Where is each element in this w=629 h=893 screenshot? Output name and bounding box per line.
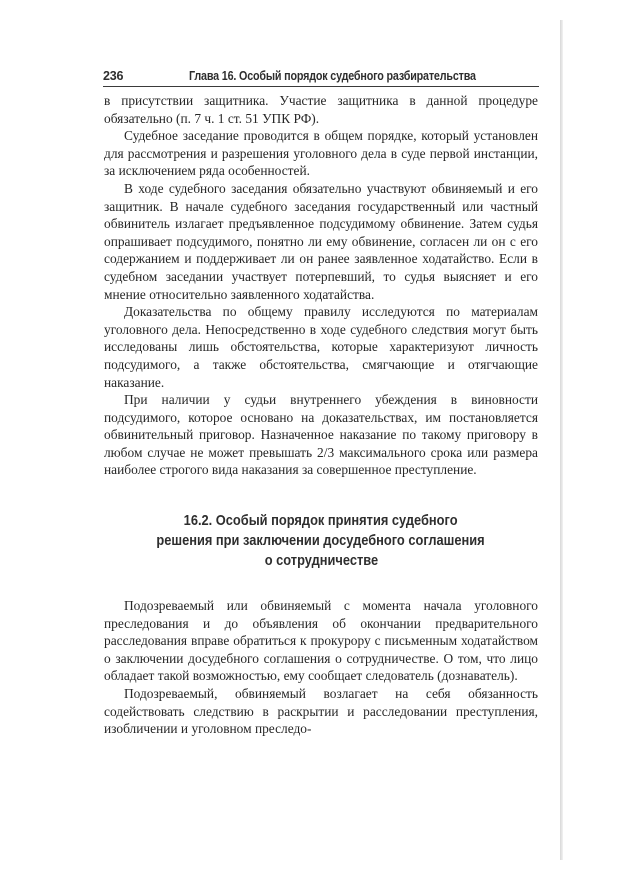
- section-heading-line: о сотрудничестве: [264, 553, 378, 570]
- section-body: [104, 597, 538, 738]
- paragraph: В ходе судебного заседания обязательно участвуют обвиняемый и его защитник. В начале судебного заседания государственный или частный обвинитель излагает предъявленное подсудимому обвинение. Затем судья опрашивает подсудимого, понятно ли ему обвинение, согласен ли он с его содержанием и поддерживает ли он ранее заявленное ходатайство. Если в судебном заседании участвует потерпевший, то судья выясняет и его мнение относительно заявленного ходатайства.: [104, 180, 538, 302]
- chapter-title: Глава 16. Особый порядок судебного разбирательства: [189, 69, 476, 83]
- page-body: [104, 92, 538, 738]
- section-heading: [104, 511, 538, 571]
- header-rule: [103, 86, 539, 87]
- section-heading-line: решения при заключении досудебного соглашения: [156, 533, 486, 550]
- page-number: 236: [103, 69, 124, 83]
- paragraph: Судебное заседание проводится в общем порядке, который установлен для рассмотрения и разрешения уголовного дела в суде первой инстанции, за исключением ряда особенностей.: [104, 128, 538, 179]
- paragraph: Доказательства по общему правилу исследуются по материалам уголовного дела. Непосредственно в ходе судебного следствия могут быть исследованы лишь обстоятельства, которые характеризуют личность подсудимого, а также обстоятельства, смягчающие и отягчающие наказание.: [104, 304, 538, 390]
- paragraph: Подозреваемый, обвиняемый возлагает на себя обязанность содействовать следствию в раскрытии и расследовании преступления, изобличении и уголовном преследо-: [104, 686, 538, 737]
- section-heading-line: 16.2. Особый порядок принятия судебного: [184, 513, 458, 530]
- paragraph: в присутствии защитника. Участие защитника в данной процедуре обязательно (п. 7 ч. 1 ст. 51 УПК РФ).: [104, 93, 538, 126]
- paragraph: Подозреваемый или обвиняемый с момента начала уголовного преследования и до объявления об окончании предварительного расследования вправе обратиться к прокурору с письменным ходатайством о заключении досудебного соглашения о сотрудничестве. О том, что лицо обладает такой возможностью, ему сообщает следователь (дознаватель).: [104, 598, 538, 684]
- page-gutter-shadow: [560, 20, 563, 860]
- paragraph: При наличии у судьи внутреннего убеждения в виновности подсудимого, которое основано на доказательствах, им постановляется обвинительный приговор. Назначенное наказание по такому приговору в любом случае не может превышать 2/3 максимального срока или размера наиболее строгого вида наказания за совершенное преступление.: [104, 392, 538, 478]
- running-header: [103, 67, 539, 87]
